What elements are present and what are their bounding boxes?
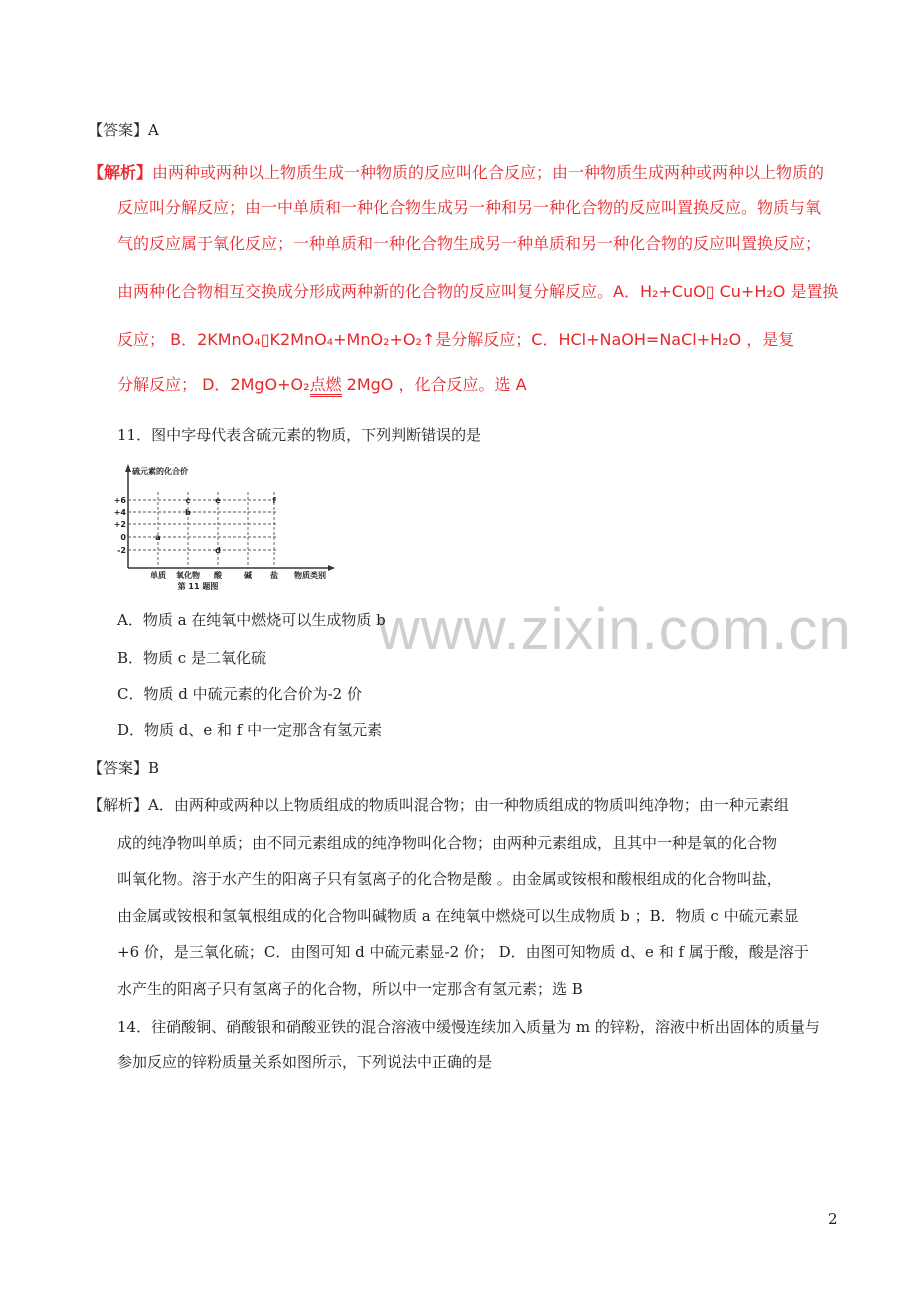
- point-a: a: [155, 533, 161, 542]
- q11-analysis-4: 由金属或铵根和氢氧根组成的化合物叫碱物质 a 在纯氧中燃烧可以生成物质 b ；B．物质 c 中硫元素显: [117, 907, 799, 925]
- q10-analysis-text-1: 由两种或两种以上物质生成一种物质的反应叫化合反应；由一种物质生成两种或两种以上物质的: [152, 163, 825, 182]
- x-axis-arrow: [328, 565, 335, 571]
- q10-analysis-text-6a: 分解反应； D．2MgO+O₂: [117, 375, 310, 394]
- q11-analysis-6: 水产生的阳离子只有氢离子的化合物，所以中一定那含有氢元素；选 B: [117, 980, 583, 998]
- grid-lines: [128, 492, 276, 568]
- q10-answer: 【答案】A: [88, 121, 159, 139]
- point-d: d: [215, 546, 221, 555]
- q10-analysis-line-6: [117, 375, 527, 395]
- q11-analysis-2: 成的纯净物叫单质；由不同元素组成的纯净物叫化合物；由两种元素组成，且其中一种是氧的化合物: [117, 834, 778, 852]
- q10-analysis-line-5: 反应； B．2KMnO₄▯K2MnO₄+MnO₂+O₂↑是分解反应；C．HCl+NaOH=NaCl+H₂O ，是复: [117, 330, 795, 349]
- q11-option-a: A．物质 a 在纯氧中燃烧可以生成物质 b: [117, 611, 386, 629]
- q11-answer: 【答案】B: [88, 759, 160, 777]
- xtick-acid: 酸: [214, 571, 222, 580]
- xtick-base: 碱: [244, 571, 252, 580]
- q10-analysis-line-1: [88, 163, 824, 183]
- point-c: c: [185, 496, 191, 505]
- q11-analysis-5: +6 价，是三氧化硫；C．由图可知 d 中硫元素显-2 价； D．由图可知物质 d、e 和 f 属于酸，酸是溶于: [117, 943, 809, 961]
- q11-option-d: D．物质 d、e 和 f 中一定那含有氢元素: [117, 721, 383, 739]
- xtick-salt: 盐: [270, 571, 278, 580]
- page-number: 2: [828, 1210, 838, 1228]
- q11-option-b: B．物质 c 是二氧化硫: [117, 649, 266, 667]
- ytick-m2: -2: [117, 546, 126, 555]
- q14-stem-1: 14．往硝酸铜、硝酸银和硝酸亚铁的混合溶液中缓慢连续加入质量为 m 的锌粉，溶液中析出固体的质量与: [117, 1018, 820, 1036]
- q11-option-c: C．物质 d 中硫元素的化合价为-2 价: [117, 685, 362, 703]
- xtick-element: 单质: [150, 571, 166, 580]
- watermark: www.zixin.com.cn: [378, 597, 852, 662]
- point-b: b: [185, 508, 191, 517]
- q11-figure: [114, 462, 336, 594]
- y-axis-label: 硫元素的化合价: [132, 467, 188, 476]
- q11-analysis-1: 【解析】A．由两种或两种以上物质组成的物质叫混合物；由一种物质组成的物质叫纯净物；由一种元素组: [88, 796, 789, 814]
- ytick-0: 0: [120, 533, 126, 542]
- xtick-category: 物质类别: [294, 571, 326, 580]
- figure-caption: 第 11 题图: [177, 582, 219, 591]
- xtick-oxide: 氧化物: [176, 571, 200, 580]
- point-f: f: [272, 496, 276, 505]
- q14-stem-2: 参加反应的锌粉质量关系如图所示，下列说法中正确的是: [117, 1053, 493, 1071]
- point-e: e: [215, 496, 221, 505]
- q10-ignite-label: 点燃: [310, 375, 342, 397]
- q10-analysis-line-4: 由两种化合物相互交换成分形成两种新的化合物的反应叫复分解反应。A．H₂+CuO▯ Cu+H₂O 是置换: [117, 282, 839, 301]
- q10-analysis-line-3: 气的反应属于氧化反应；一种单质和一种化合物生成另一种单质和另一种化合物的反应叫置换反应；: [117, 234, 822, 253]
- ytick-p4: +4: [114, 508, 126, 517]
- q10-analysis-text-6b: 2MgO ，化合反应。选 A: [341, 375, 527, 394]
- q10-analysis-label: 【解析】: [88, 163, 153, 182]
- q11-analysis-3: 叫氧化物。溶于水产生的阳离子只有氢离子的化合物是酸 。由金属或铵根和酸根组成的化合物叫盐，: [117, 870, 782, 888]
- q11-stem: 11．图中字母代表含硫元素的物质，下列判断错误的是: [117, 426, 482, 444]
- ytick-p2: +2: [114, 520, 126, 529]
- y-axis-arrow: [125, 464, 131, 472]
- q10-analysis-line-2: 反应叫分解反应；由一中单质和一种化合物生成另一种和另一种化合物的反应叫置换反应。物质与氧: [117, 198, 822, 217]
- ytick-p6: +6: [114, 496, 126, 505]
